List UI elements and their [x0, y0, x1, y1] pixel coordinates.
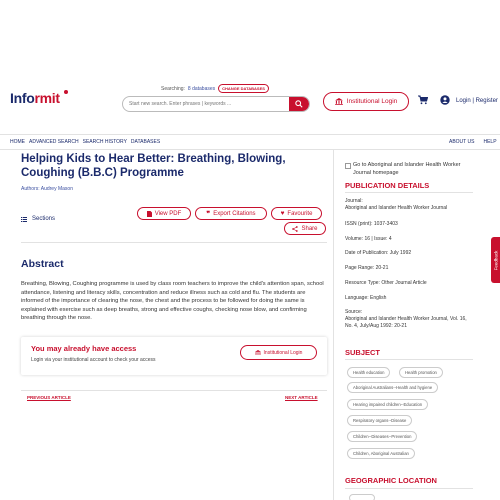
- logo-info-text: Info: [10, 90, 35, 106]
- secondary-nav: [449, 139, 497, 145]
- source-value: Aboriginal and Islander Health Worker Journal, Vol. 16, No. 4, July/Aug 1992: 20-21: [345, 316, 467, 329]
- journal-image-alt: Go to Aboriginal and Islander Health Worker Journal homepage: [353, 162, 461, 176]
- subject-tag[interactable]: Health promotion: [399, 367, 443, 378]
- access-panel: [21, 337, 327, 375]
- logo-dot: [64, 90, 68, 94]
- subject-tag[interactable]: Hearing impaired children--Education: [347, 399, 428, 410]
- abstract-heading: Abstract: [21, 258, 64, 270]
- database-count[interactable]: 8 databases: [187, 85, 216, 92]
- nav-top-divider: [0, 134, 500, 135]
- institutional-login-button[interactable]: [323, 92, 409, 111]
- subject-tag[interactable]: Children--Diseases--Prevention: [347, 431, 417, 442]
- search-icon: [295, 100, 303, 108]
- user-icon[interactable]: [440, 95, 450, 105]
- date-field: Date of Publication: July 1992: [345, 250, 412, 256]
- export-citations-label: Export Citations: [213, 210, 256, 217]
- nav-bottom-divider: [0, 149, 500, 150]
- abstract-divider: [21, 242, 327, 243]
- source-field: [345, 309, 475, 330]
- main-nav: [10, 139, 160, 145]
- sections-toggle[interactable]: [21, 216, 55, 222]
- journal-value[interactable]: Aboriginal and Islander Health Worker Journal: [345, 205, 448, 211]
- feedback-label: Feedback: [493, 250, 499, 270]
- feedback-tab[interactable]: [491, 237, 500, 283]
- nav-advanced-search[interactable]: ADVANCED SEARCH: [29, 139, 79, 145]
- pdf-icon: [147, 211, 152, 217]
- share-label: Share: [301, 225, 318, 232]
- change-databases-button[interactable]: CHANGE DATABASES: [218, 84, 269, 93]
- searching-label: Searching:: [161, 85, 185, 92]
- journal-label: Journal:: [345, 198, 363, 204]
- subject-tag[interactable]: Children, Aboriginal Australian: [347, 448, 415, 459]
- geo-tag[interactable]: [349, 494, 375, 500]
- list-icon: [21, 217, 27, 222]
- nav-home[interactable]: HOME: [10, 139, 25, 145]
- journal-homepage-image[interactable]: [345, 162, 465, 177]
- previous-article-link[interactable]: PREVIOUS ARTICLE: [27, 395, 71, 400]
- search-databases-info: [161, 84, 269, 93]
- subject-tag[interactable]: Respiratory organs--Disease: [347, 415, 412, 426]
- pagination-divider: [21, 390, 327, 391]
- nav-about-us[interactable]: ABOUT US: [449, 139, 475, 145]
- article-title: Helping Kids to Hear Better: Breathing, Blowing, Coughing (B.B.C) Programme: [21, 153, 286, 179]
- geo-divider: [345, 488, 473, 489]
- export-citations-button[interactable]: [195, 207, 267, 220]
- broken-image-icon: [345, 163, 351, 169]
- informit-logo[interactable]: [10, 90, 60, 106]
- access-heading: You may already have access: [31, 344, 137, 353]
- sections-label: Sections: [32, 216, 56, 222]
- heart-icon: ♥: [280, 210, 285, 217]
- language-field: Language: English: [345, 295, 387, 301]
- page-range-field: Page Range: 20-21: [345, 265, 389, 271]
- abstract-text: Breathing, Blowing, Coughing programme is used by class room teachers to improve the child's attention span, school attendance, listening and literacy skills, concentration and reduce illness such as cold and flu. The students are informed of the importance of clearing the nose, the chest and the process to be followed for doing the same is explained with exercise such as deep breaths, strong and effective coughs, checking nose blow, and confirming breathing through the nose.: [21, 281, 324, 322]
- subject-tag[interactable]: Health education: [347, 367, 390, 378]
- sidebar-divider: [333, 150, 334, 500]
- view-pdf-label: View PDF: [154, 210, 182, 217]
- login-register-link[interactable]: Login | Register: [456, 98, 498, 104]
- access-login-label: Institutional Login: [263, 349, 303, 356]
- journal-field: [345, 198, 475, 212]
- publication-details-heading: PUBLICATION DETAILS: [345, 181, 430, 190]
- favourite-label: Favourite: [287, 210, 313, 217]
- institution-icon: [255, 350, 261, 356]
- access-institutional-login-button[interactable]: [240, 345, 317, 360]
- cart-icon[interactable]: [418, 95, 428, 105]
- favourite-button[interactable]: [271, 207, 322, 220]
- subject-divider: [345, 359, 473, 360]
- view-pdf-button[interactable]: [137, 207, 191, 220]
- article-authors[interactable]: Authors: Audrey Mason: [21, 186, 73, 192]
- subject-tag[interactable]: Aboriginal Australians--Health and hygiene: [347, 382, 438, 393]
- quote-icon: ❞: [206, 210, 211, 218]
- share-button[interactable]: [284, 222, 326, 235]
- search-button[interactable]: [289, 96, 309, 112]
- search-input[interactable]: [123, 97, 289, 111]
- nav-search-history[interactable]: SEARCH HISTORY: [82, 139, 127, 145]
- subject-heading: SUBJECT: [345, 348, 381, 357]
- institutional-login-label: Institutional Login: [346, 98, 398, 105]
- institution-icon: [335, 98, 343, 105]
- search-bar: [122, 96, 310, 112]
- nav-databases[interactable]: DATABASES: [130, 139, 161, 145]
- nav-help[interactable]: HELP: [483, 139, 497, 145]
- issn-field: ISSN (print): 1037-3403: [345, 221, 398, 227]
- next-article-link[interactable]: NEXT ARTICLE: [285, 395, 318, 400]
- geographic-location-heading: GEOGRAPHIC LOCATION: [345, 476, 437, 485]
- access-text: Login via your institutional account to check your access: [31, 357, 156, 363]
- volume-field[interactable]: Volume: 16 | Issue: 4: [345, 236, 392, 242]
- share-icon: [292, 226, 298, 232]
- resource-type-field: Resource Type: Other Journal Article: [345, 280, 427, 286]
- logo-rmit-text: rmit: [34, 90, 60, 106]
- source-label: Source:: [345, 309, 363, 315]
- pub-details-divider: [345, 192, 473, 193]
